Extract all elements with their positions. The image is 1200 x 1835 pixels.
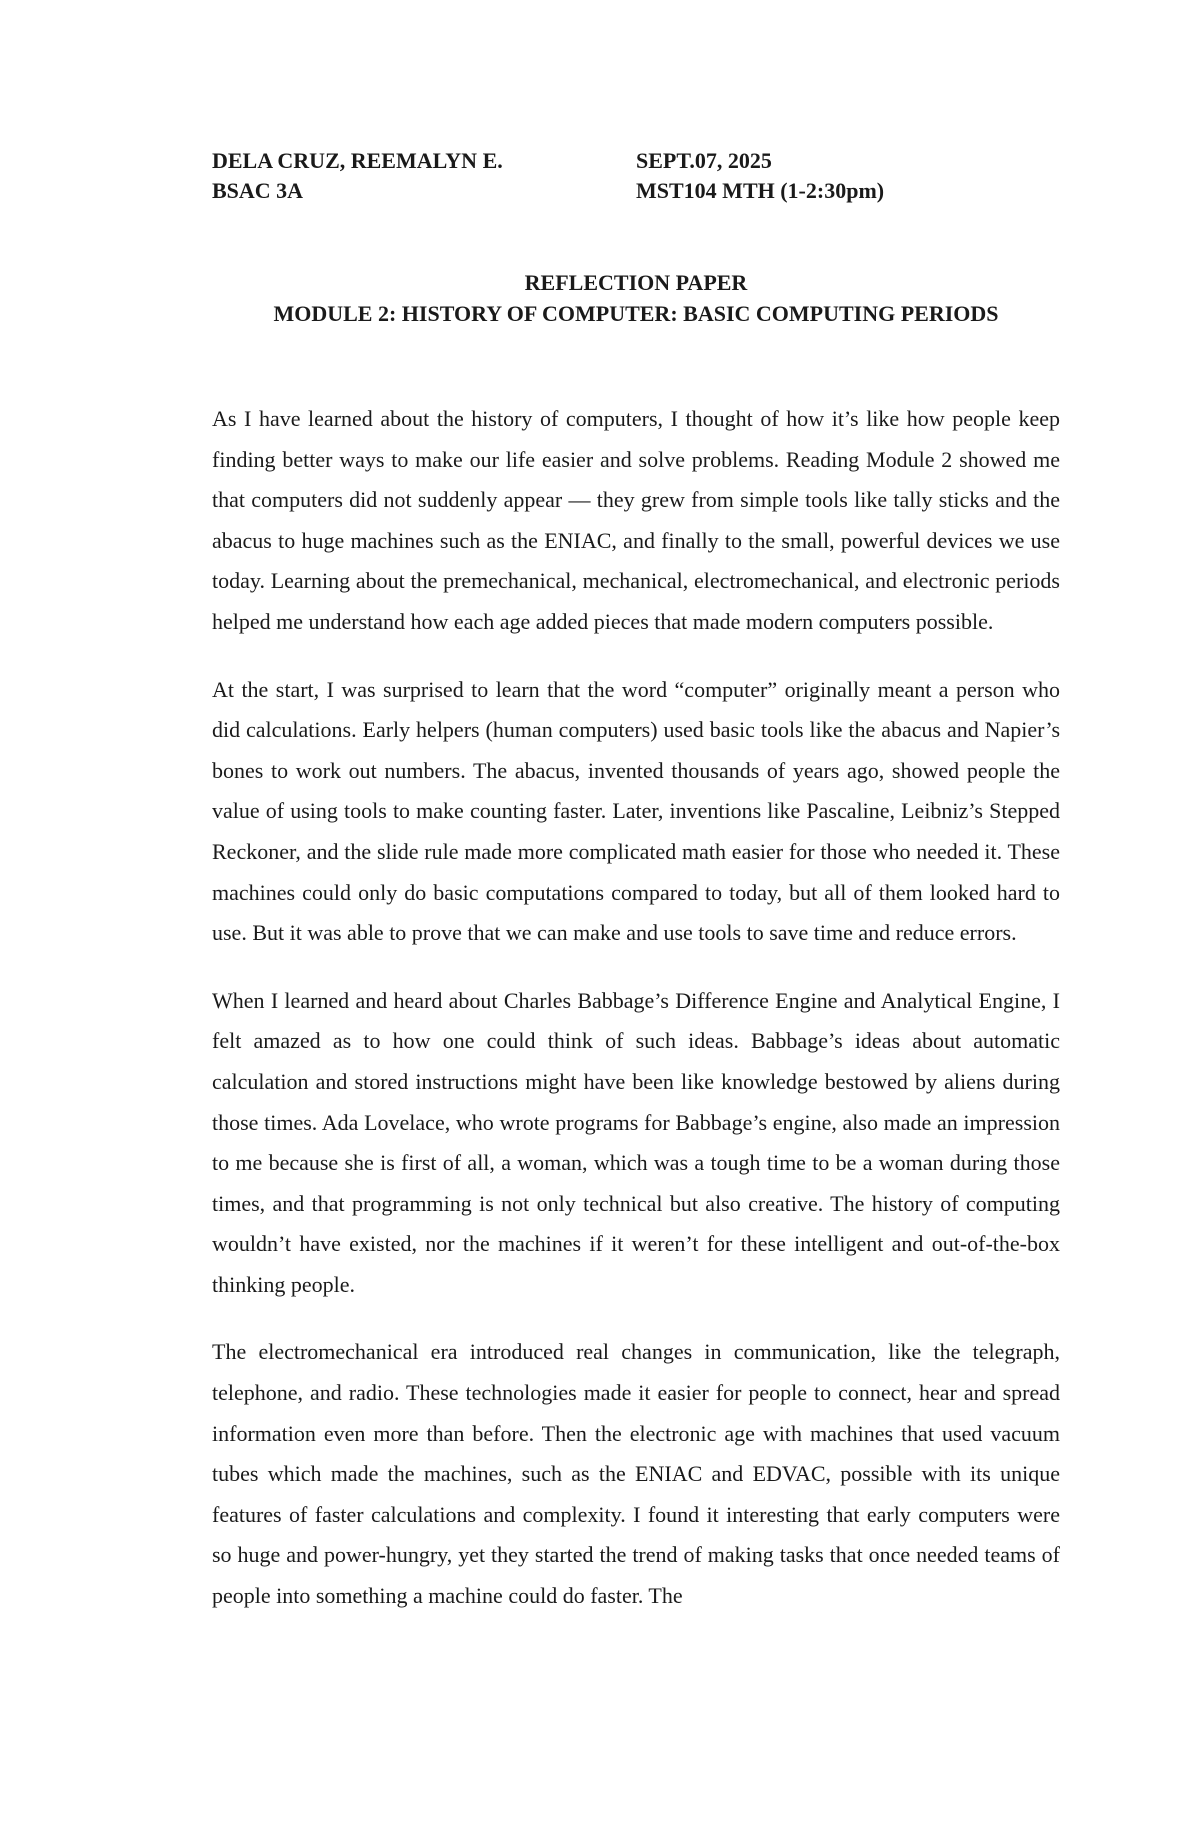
paragraph-3: When I learned and heard about Charles Babbage’s Difference Engine and Analytical Engine, I felt amazed as to how one could think of such ideas. Babbage’s ideas about automatic calculation and stored instructions might have been like knowledge bestowed by aliens during those times. Ada Lovelace, who wrote programs for Babbage’s engine, also made an impression to me because she is first of all, a woman, which was a tough time to be a woman during those times, and that programming is not only technical but also creative. The history of computing wouldn’t have existed, nor the machines if it weren’t for these intelligent and out-of-the-box thinking people.: [212, 987, 1060, 1297]
module-title: MODULE 2: HISTORY OF COMPUTER: BASIC COMPUTING PERIODS: [273, 301, 999, 326]
student-name: DELA CRUZ, REEMALYN E.: [212, 148, 503, 173]
paragraph-1: As I have learned about the history of computers, I thought of how it’s like how people keep finding better ways to make our life easier and solve problems. Reading Module 2 showed me that computers did not suddenly appear — they grew from simple tools like tally sticks and the abacus to huge machines such as the ENIAC, and finally to the small, powerful devices we use today. Learning about the premechanical, mechanical, electromechanical, and electronic periods helped me understand how each age added pieces that made modern computers possible.: [212, 406, 1060, 634]
paragraph-2: At the start, I was surprised to learn that the word “computer” originally meant a person who did calculations. Early helpers (human computers) used basic tools like the abacus and Napier’s bones to work out numbers. The abacus, invented thousands of years ago, showed people the value of using tools to make counting faster. Later, inventions like Pascaline, Leibniz’s Stepped Reckoner, and the slide rule made more complicated math easier for those who needed it. These machines could only do basic computations compared to today, but all of them looked hard to use. But it was able to prove that we can make and use tools to save time and reduce errors.: [212, 676, 1060, 946]
body-text: [212, 399, 1060, 1644]
student-section: BSAC 3A: [212, 178, 304, 203]
submission-date: SEPT.07, 2025: [636, 148, 772, 173]
title-block: [212, 267, 1060, 329]
paragraph-4: The electromechanical era introduced real changes in communication, like the telegraph, telephone, and radio. These technologies made it easier for people to connect, hear and spread information even more than before. Then the electronic age with machines that used vacuum tubes which made the machines, such as the ENIAC and EDVAC, possible with its unique features of faster calculations and complexity. I found it interesting that early computers were so huge and power-hungry, yet they started the trend of making tasks that once needed teams of people into something a machine could do faster. The: [212, 1339, 1060, 1609]
header-block: [212, 146, 1012, 206]
header-row-1: [212, 146, 1012, 176]
course-info: MST104 MTH (1-2:30pm): [636, 178, 885, 203]
header-row-2: [212, 176, 1012, 206]
paper-title: REFLECTION PAPER: [524, 270, 748, 295]
